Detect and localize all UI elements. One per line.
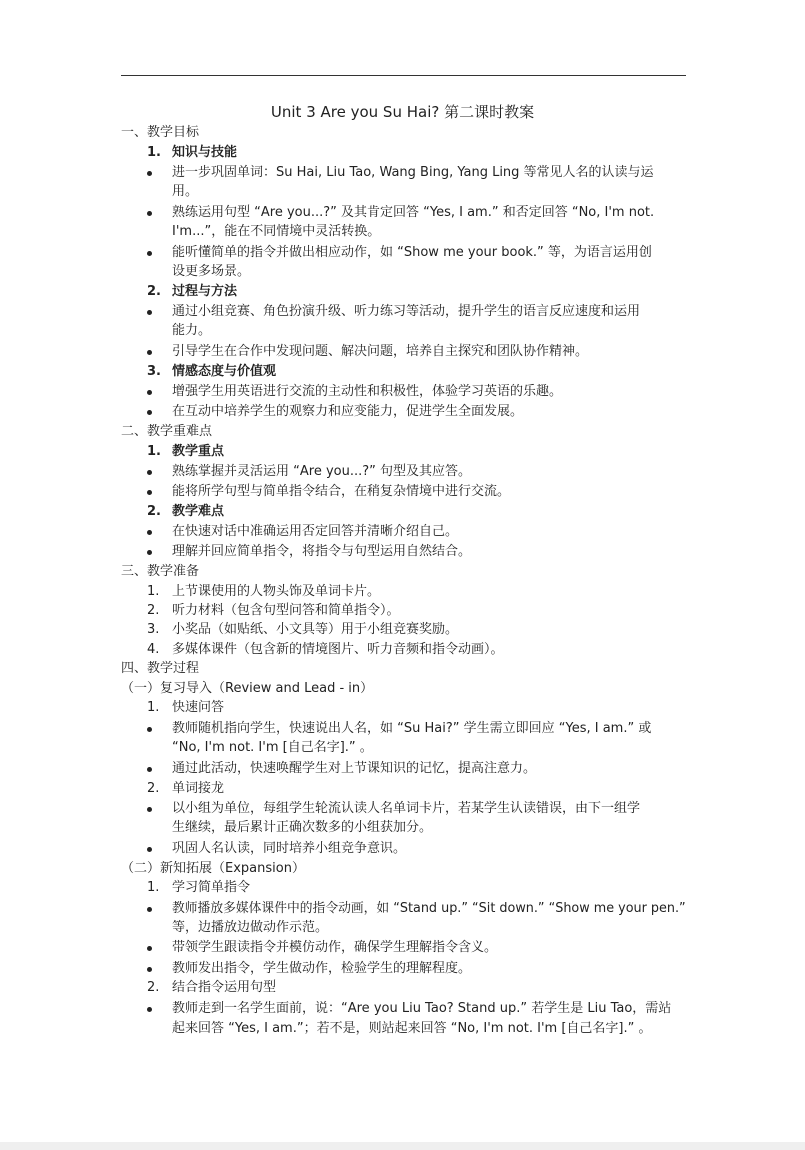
list-item: 教师发出指令，学生做动作，检验学生的理解程度。 — [172, 961, 472, 976]
subsection-heading: 过程与方法 — [172, 284, 238, 299]
list-item: 单词接龙 — [172, 781, 225, 796]
bullet-icon — [147, 350, 152, 355]
list-item: 能听懂简单的指令并做出相应动作，如 “Show me your book.” 等，为语言运用创 — [172, 245, 652, 260]
list-item: 学习简单指令 — [172, 880, 251, 895]
list-item-cont: 设更多场景。 — [172, 264, 251, 279]
list-item: 教师随机指向学生，快速说出人名，如 “Su Hai?” 学生需立即回应 “Yes, I am.” 或 — [172, 721, 652, 736]
bullet-icon — [147, 171, 152, 176]
list-item: 上节课使用的人物头饰及单词卡片。 — [172, 584, 381, 599]
list-item: 能将所学句型与简单指令结合，在稍复杂情境中进行交流。 — [172, 484, 511, 499]
list-item: 结合指令运用句型 — [172, 980, 277, 995]
list-number: 4. — [147, 642, 160, 657]
bullet-icon — [147, 251, 152, 256]
bullet-icon — [147, 847, 152, 852]
list-item: 在互动中培养学生的观察力和应变能力，促进学生全面发展。 — [172, 404, 524, 419]
subsection-heading: 知识与技能 — [172, 145, 238, 160]
list-number: 2. — [147, 504, 161, 519]
list-item-cont: 起来回答 “Yes, I am.”；若不是，则站起来回答 “No, I'm not. I'm [自己名字].” 。 — [172, 1021, 652, 1036]
bullet-icon — [147, 550, 152, 555]
list-item: 在快速对话中准确运用否定回答并清晰介绍自己。 — [172, 524, 459, 539]
subsection-heading: （二）新知拓展（Expansion） — [121, 861, 305, 876]
list-item: 以小组为单位，每组学生轮流认读人名单词卡片，若某学生认读错误，由下一组学 — [172, 801, 641, 816]
bullet-icon — [147, 410, 152, 415]
list-item-cont: 生继续，最后累计正确次数多的小组获加分。 — [172, 820, 433, 835]
subsection-heading: 情感态度与价值观 — [172, 364, 277, 379]
list-number: 1. — [147, 584, 160, 599]
bullet-icon — [147, 390, 152, 395]
list-item: 多媒体课件（包含新的情境图片、听力音频和指令动画）。 — [172, 642, 504, 657]
list-item: 听力材料（包含句型问答和简单指令）。 — [172, 603, 400, 618]
subsection-heading: 教学难点 — [172, 504, 225, 519]
list-item: 熟练运用句型 “Are you...?” 及其肯定回答 “Yes, I am.” 和否定回答 “No, I'm not. — [172, 205, 655, 220]
list-item: 小奖品（如贴纸、小文具等）用于小组竞赛奖励。 — [172, 622, 459, 637]
bullet-icon — [147, 967, 152, 972]
list-number: 2. — [147, 284, 161, 299]
list-item: 教师播放多媒体课件中的指令动画，如 “Stand up.” “Sit down.” “Show me your pen.” — [172, 901, 686, 916]
list-number: 1. — [147, 145, 161, 160]
list-item: 引导学生在合作中发现问题、解决问题，培养自主探究和团队协作精神。 — [172, 344, 589, 359]
section-heading: 三、教学准备 — [121, 564, 200, 579]
bullet-icon — [147, 946, 152, 951]
list-item: 带领学生跟读指令并模仿动作，确保学生理解指令含义。 — [172, 940, 498, 955]
list-item: 通过小组竞赛、角色扮演升级、听力练习等活动，提升学生的语言反应速度和运用 — [172, 304, 641, 319]
list-number: 1. — [147, 700, 160, 715]
list-item: 巩固人名认读，同时培养小组竞争意识。 — [172, 841, 407, 856]
bullet-icon — [147, 470, 152, 475]
section-heading: 一、教学目标 — [121, 125, 200, 140]
list-item: 理解并回应简单指令，将指令与句型运用自然结合。 — [172, 544, 472, 559]
bullet-icon — [147, 530, 152, 535]
list-item-cont: “No, I'm not. I'm [自己名字].” 。 — [172, 740, 373, 755]
bullet-icon — [147, 727, 152, 732]
list-number: 2. — [147, 781, 160, 796]
list-item: 增强学生用英语进行交流的主动性和积极性，体验学习英语的乐趣。 — [172, 384, 563, 399]
list-item-cont: I'm...”，能在不同情境中灵活转换。 — [172, 224, 381, 239]
list-item-cont: 用。 — [172, 184, 199, 199]
list-number: 3. — [147, 364, 161, 379]
list-number: 1. — [147, 880, 160, 895]
bullet-icon — [147, 807, 152, 812]
header-rule — [121, 75, 686, 76]
list-number: 1. — [147, 444, 161, 459]
bullet-icon — [147, 490, 152, 495]
bullet-icon — [147, 310, 152, 315]
bullet-icon — [147, 1007, 152, 1012]
bullet-icon — [147, 907, 152, 912]
subsection-heading: 教学重点 — [172, 444, 225, 459]
list-item: 熟练掌握并灵活运用 “Are you...?” 句型及其应答。 — [172, 464, 472, 479]
doc-title: Unit 3 Are you Su Hai? 第二课时教案 — [270, 103, 535, 121]
section-heading: 二、教学重难点 — [121, 424, 213, 439]
list-item: 通过此活动，快速唤醒学生对上节课知识的记忆，提高注意力。 — [172, 761, 537, 776]
bullet-icon — [147, 211, 152, 216]
list-item: 教师走到一名学生面前，说：“Are you Liu Tao? Stand up.” 若学生是 Liu Tao，需站 — [172, 1001, 672, 1016]
section-heading: 四、教学过程 — [121, 661, 200, 676]
list-number: 2. — [147, 603, 160, 618]
subsection-heading: （一）复习导入（Review and Lead - in） — [121, 681, 374, 696]
bullet-icon — [147, 767, 152, 772]
list-item-cont: 能力。 — [172, 323, 212, 338]
list-item: 进一步巩固单词：Su Hai, Liu Tao, Wang Bing, Yang Ling 等常见人名的认读与运 — [172, 165, 654, 180]
list-item-cont: 等，边播放边做动作示范。 — [172, 920, 329, 935]
list-number: 3. — [147, 622, 160, 637]
list-item: 快速问答 — [172, 700, 225, 715]
list-number: 2. — [147, 980, 160, 995]
